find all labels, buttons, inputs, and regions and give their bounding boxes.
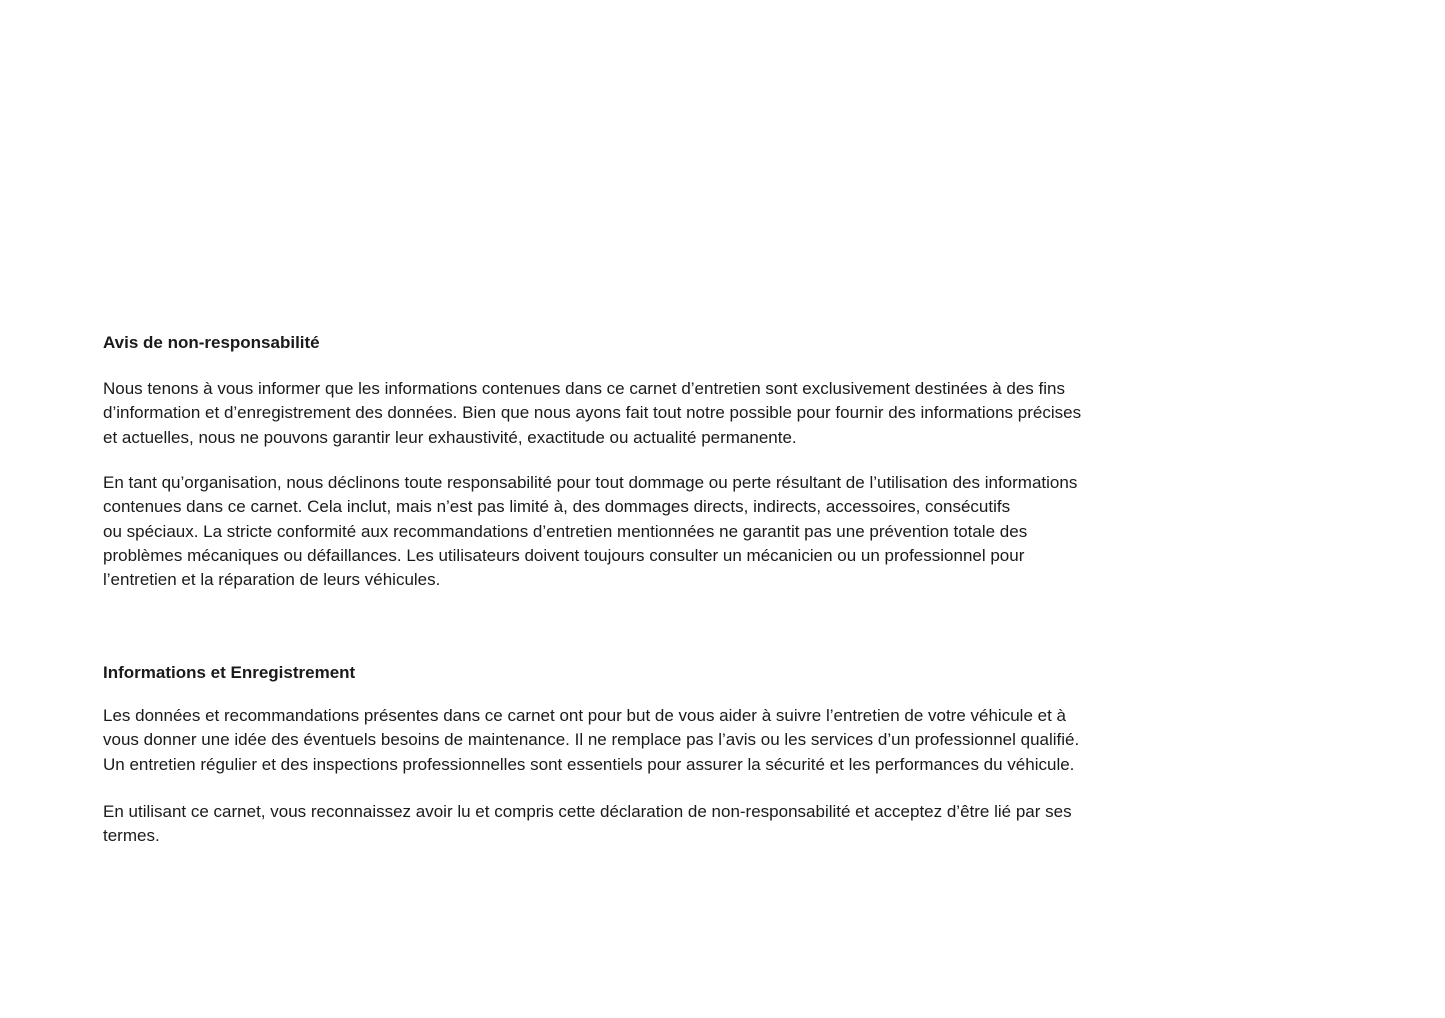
paragraph-line: et actuelles, nous ne pouvons garantir leur exhaustivité, exactitude ou actualité permanente. [103, 427, 797, 447]
paragraph-line: contenues dans ce carnet. Cela inclut, mais n’est pas limité à, des dommages directs, indirects, accessoires, consécutifs [103, 497, 1011, 517]
paragraph-line: termes. [103, 826, 160, 846]
information-heading: Informations et Enregistrement [103, 663, 356, 682]
paragraph-line: Nous tenons à vous informer que les informations contenues dans ce carnet d’entretien sont exclusivement destinées à des fins [103, 379, 1065, 398]
paragraph-line: d’information et d’enregistrement des données. Bien que nous ayons fait tout notre possible pour fournir des informations précises [103, 403, 1082, 423]
paragraph-line: En utilisant ce carnet, vous reconnaissez avoir lu et compris cette déclaration de non-responsabilité et acceptez d’être lié par ses [103, 802, 1072, 821]
information-paragraph-2 [103, 800, 1072, 849]
paragraph-line: Les données et recommandations présentes dans ce carnet ont pour but de vous aider à suivre l’entretien de votre véhicule et à [103, 706, 1066, 725]
disclaimer-paragraph-1 [103, 377, 1081, 450]
paragraph-line: problèmes mécaniques ou défaillances. Les utilisateurs doivent toujours consulter un mécanicien ou un professionnel pour [103, 545, 1025, 565]
disclaimer-paragraph-2 [103, 471, 1077, 592]
paragraph-line: Un entretien régulier et des inspections professionnelles sont essentiels pour assurer la sécurité et les performances du véhicule. [103, 754, 1075, 774]
information-paragraph-1 [103, 704, 1079, 777]
paragraph-line: En tant qu’organisation, nous déclinons toute responsabilité pour tout dommage ou perte résultant de l’utilisation des informations [103, 473, 1078, 492]
paragraph-line: vous donner une idée des éventuels besoins de maintenance. Il ne remplace pas l’avis ou les services d’un professionnel qualifié. [103, 730, 1080, 750]
paragraph-line: ou spéciaux. La stricte conformité aux recommandations d’entretien mentionnées ne garantit pas une prévention totale des [103, 521, 1028, 541]
paragraph-line: l’entretien et la réparation de leurs véhicules. [103, 570, 441, 590]
disclaimer-heading: Avis de non-responsabilité [103, 333, 320, 352]
